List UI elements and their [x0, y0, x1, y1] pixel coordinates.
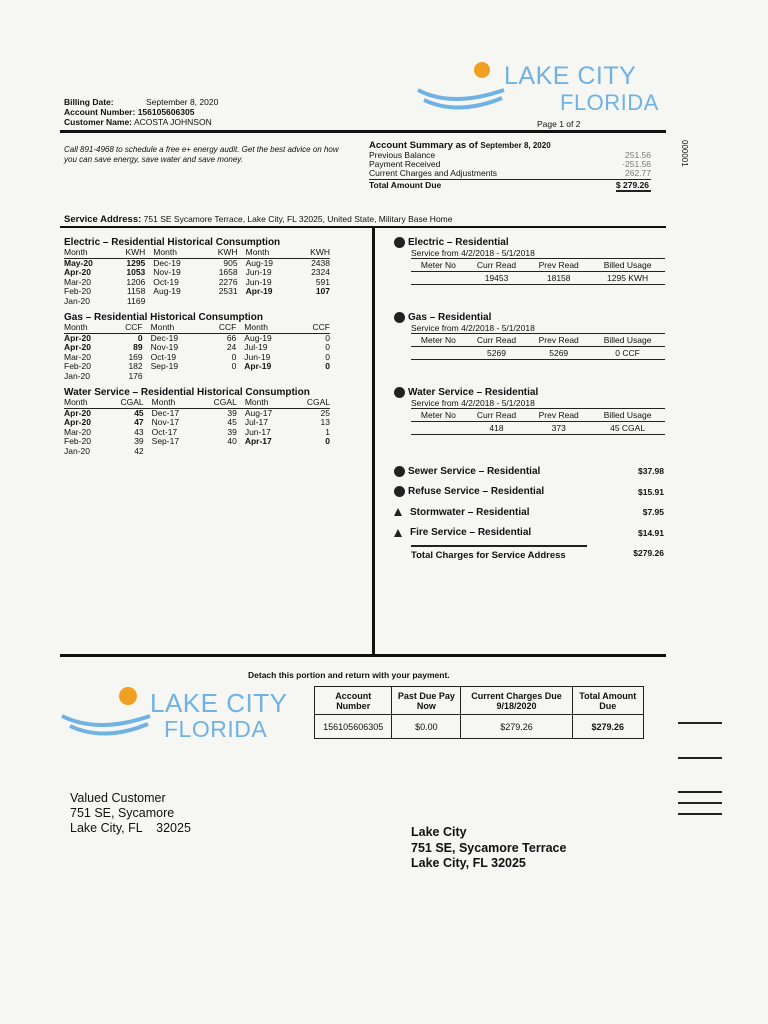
- mail-from-address: [70, 791, 191, 836]
- charge-value: $7.95: [642, 507, 664, 518]
- history-cell: 107: [315, 286, 330, 296]
- electric-history: [64, 237, 334, 306]
- half-circle-icon: [394, 466, 405, 477]
- history-cell: 176: [128, 370, 143, 381]
- page-number: Page 1 of 2: [537, 119, 581, 129]
- mail-to-address: [411, 825, 566, 872]
- electric-history-table: [64, 248, 330, 306]
- to-line2: 751 SE, Sycamore Terrace: [411, 840, 567, 855]
- meter-header: Curr Read: [466, 409, 527, 422]
- history-cell: [299, 372, 330, 382]
- history-cell: Apr-20: [64, 267, 91, 277]
- stub-header: Account Number: [315, 687, 392, 715]
- history-cell: Nov-17: [151, 417, 180, 427]
- water-meter-table: [411, 408, 665, 435]
- total-due-label: Total Amount Due: [369, 180, 442, 190]
- gas-service-title: Gas – Residential: [408, 312, 492, 324]
- history-cell: 0: [325, 436, 330, 446]
- gas-history: [64, 312, 334, 381]
- history-cell: 47: [134, 417, 144, 427]
- barcode-mark: [678, 791, 722, 793]
- meter-header: Billed Usage: [590, 259, 665, 272]
- history-cell: [297, 297, 330, 307]
- history-cell: Jul-19: [244, 342, 268, 352]
- history-cell: 40: [227, 436, 237, 446]
- history-cell: Jun-19: [245, 276, 272, 287]
- total-charges-label: Total Charges for Service Address: [411, 545, 587, 561]
- history-cell: Nov-19: [150, 342, 179, 352]
- summary-row-value: 251.56: [625, 150, 651, 160]
- logo-line2: FLORIDA: [560, 90, 659, 115]
- account-number-label: Account Number:: [64, 107, 136, 117]
- electric-icon: [394, 237, 405, 248]
- history-cell: [144, 447, 200, 457]
- summary-date: September 8, 2020: [480, 141, 551, 150]
- stub-value: $279.26: [461, 715, 572, 739]
- history-cell: [145, 297, 204, 307]
- history-cell: [205, 372, 236, 382]
- history-cell: [200, 447, 237, 457]
- history-header: Month: [64, 248, 112, 258]
- account-summary: [369, 140, 651, 192]
- history-cell: 2531: [218, 286, 238, 296]
- history-cell: [238, 297, 297, 307]
- history-cell: 1295: [126, 257, 146, 268]
- history-cell: Apr-20: [64, 407, 91, 418]
- electric-service-title: Electric – Residential: [408, 237, 509, 249]
- charge-label: Refuse Service – Residential: [408, 486, 545, 498]
- history-header: Month: [237, 398, 293, 408]
- history-row: [64, 447, 330, 457]
- history-cell: 39: [227, 426, 237, 437]
- column-divider: [372, 228, 375, 654]
- water-service: [394, 387, 666, 435]
- meter-cell: [411, 272, 466, 285]
- meter-header: Prev Read: [527, 334, 590, 347]
- summary-row: [369, 169, 651, 178]
- charge-label: Stormwater – Residential: [410, 506, 530, 518]
- history-cell: 2324: [311, 267, 330, 277]
- history-cell: Feb-20: [64, 286, 91, 296]
- history-cell: Jun-17: [244, 426, 271, 437]
- history-cell: Jan-20: [64, 370, 90, 381]
- summary-row-value: 262.77: [625, 168, 651, 178]
- history-cell: Mar-20: [64, 426, 91, 437]
- to-line3: Lake City, FL 32025: [411, 856, 526, 870]
- history-cell: 13: [320, 417, 330, 427]
- electric-service-period: Service from 4/2/2018 - 5/1/2018: [411, 248, 535, 259]
- history-cell: Jun-19: [245, 267, 272, 277]
- meter-cell: 45 CGAL: [590, 422, 665, 435]
- side-code: 000001: [680, 140, 689, 167]
- logo-waves-icon: [412, 62, 512, 112]
- meter-cell: [411, 347, 466, 360]
- charge-value: $37.98: [638, 466, 664, 477]
- stub-divider: [60, 654, 666, 657]
- barcode-mark: [678, 722, 722, 724]
- history-cell: Aug-17: [244, 407, 273, 418]
- history-cell: Dec-17: [151, 407, 180, 418]
- triangle-icon: [394, 529, 402, 537]
- water-service-period: Service from 4/2/2018 - 5/1/2018: [411, 398, 535, 409]
- history-header: KWH: [112, 248, 145, 258]
- gas-icon: [394, 312, 405, 323]
- history-cell: 2276: [218, 276, 238, 287]
- history-header: CCF: [299, 323, 330, 333]
- history-cell: 1053: [126, 267, 146, 277]
- history-row: [64, 372, 330, 382]
- meter-header: Meter No: [411, 259, 466, 272]
- other-charges: [394, 461, 664, 543]
- history-row: [64, 333, 330, 343]
- stub-logo-line2: FLORIDA: [164, 716, 268, 742]
- water-history: [64, 387, 344, 456]
- history-cell: 1158: [127, 286, 146, 296]
- history-cell: Sep-17: [151, 436, 180, 446]
- meter-header: Prev Read: [527, 259, 590, 272]
- triangle-icon: [394, 508, 402, 516]
- history-cell: 25: [320, 407, 330, 418]
- charge-row: [394, 523, 664, 544]
- meter-header: Meter No: [411, 409, 466, 422]
- history-cell: Dec-19: [153, 257, 181, 268]
- history-cell: 89: [133, 342, 143, 352]
- history-cell: 0: [137, 332, 143, 343]
- meter-cell: 373: [527, 422, 590, 435]
- meter-cell: 5269: [466, 347, 527, 360]
- history-cell: Apr-20: [64, 417, 91, 427]
- history-header: CCF: [205, 323, 236, 333]
- history-header: Month: [145, 248, 204, 258]
- history-cell: Oct-19: [150, 351, 177, 362]
- history-cell: 43: [134, 426, 144, 437]
- history-cell: 1206: [126, 276, 146, 287]
- history-cell: 182: [128, 361, 143, 371]
- service-address-label: Service Address:: [64, 214, 142, 225]
- service-address: [64, 214, 452, 225]
- summary-row-label: Previous Balance: [369, 150, 436, 160]
- to-line1: Lake City: [411, 825, 467, 839]
- history-cell: Aug-19: [244, 332, 272, 343]
- history-cell: 0: [325, 361, 330, 371]
- barcode-mark: [678, 813, 722, 815]
- history-row: [64, 362, 330, 372]
- stub-header: Total Amount Due: [572, 687, 643, 715]
- history-header: Month: [238, 248, 297, 258]
- history-cell: Oct-19: [153, 276, 179, 287]
- meter-row: [411, 272, 665, 285]
- history-cell: 1: [325, 426, 330, 437]
- history-cell: [204, 297, 237, 307]
- billing-date: September 8, 2020: [146, 97, 219, 107]
- history-cell: Apr-19: [244, 361, 272, 371]
- history-cell: Jun-19: [244, 351, 271, 362]
- gas-history-table: [64, 323, 330, 381]
- meter-header: Billed Usage: [590, 409, 665, 422]
- history-header: KWH: [204, 248, 237, 258]
- history-cell: 0: [325, 351, 330, 362]
- history-row: [64, 408, 330, 418]
- history-header: CGAL: [107, 398, 144, 408]
- history-header: KWH: [297, 248, 330, 258]
- history-cell: 39: [227, 407, 237, 418]
- history-row: [64, 268, 330, 278]
- gas-history-title: Gas – Residential Historical Consumption: [64, 312, 263, 323]
- history-header: CGAL: [293, 398, 330, 408]
- total-charges: [411, 545, 664, 561]
- history-cell: Oct-17: [151, 426, 178, 437]
- history-cell: 0: [325, 332, 330, 343]
- header-divider: [60, 130, 666, 133]
- history-row: [64, 297, 330, 307]
- advice-text: Call 891-4968 to schedule a free e+ energy audit. Get the best advice on how you can save energy, save water and save money.: [64, 145, 339, 164]
- gas-service-period: Service from 4/2/2018 - 5/1/2018: [411, 323, 535, 334]
- history-cell: Jul-17: [244, 417, 268, 427]
- history-cell: Mar-20: [64, 351, 91, 362]
- meter-cell: 418: [466, 422, 527, 435]
- meter-row: [411, 347, 665, 360]
- history-cell: Apr-20: [64, 332, 91, 343]
- history-row: [64, 428, 330, 438]
- electric-meter-table: [411, 258, 665, 285]
- logo-line1: LAKE CITY: [504, 62, 637, 90]
- history-cell: 24: [226, 342, 237, 352]
- charge-row: [394, 482, 664, 503]
- history-header: Month: [64, 323, 112, 333]
- meter-header: Meter No: [411, 334, 466, 347]
- history-cell: Dec-19: [150, 332, 179, 343]
- history-cell: 1658: [218, 267, 238, 277]
- gas-service: [394, 312, 666, 360]
- meter-cell: 1295 KWH: [590, 272, 665, 285]
- history-cell: 45: [227, 417, 237, 427]
- water-icon: [394, 387, 405, 398]
- history-cell: 169: [128, 351, 143, 362]
- history-row: [64, 258, 330, 268]
- history-header: Month: [143, 323, 206, 333]
- history-cell: 905: [223, 257, 238, 268]
- history-header: Month: [144, 398, 200, 408]
- total-charges-value: $279.26: [633, 548, 664, 558]
- barcode-mark: [678, 802, 722, 804]
- history-header: Month: [64, 398, 107, 408]
- charge-row: [394, 502, 664, 523]
- barcode-mark: [678, 757, 722, 759]
- electric-history-title: Electric – Residential Historical Consumption: [64, 237, 281, 248]
- history-cell: Apr-20: [64, 342, 91, 352]
- total-due-value: $ 279.26: [615, 180, 649, 190]
- history-cell: 42: [134, 445, 144, 456]
- history-row: [64, 343, 330, 353]
- meter-header: Curr Read: [466, 259, 527, 272]
- history-cell: Feb-20: [64, 436, 91, 446]
- history-cell: Mar-20: [64, 276, 91, 287]
- water-history-table: [64, 398, 330, 456]
- account-number: 156105606305: [137, 107, 195, 117]
- history-cell: 66: [226, 332, 237, 343]
- history-cell: 0: [231, 361, 237, 371]
- history-cell: Aug-19: [153, 286, 181, 296]
- history-cell: [236, 372, 299, 382]
- history-cell: Apr-17: [244, 436, 272, 446]
- customer-name-label: Customer Name:: [64, 117, 133, 127]
- history-cell: 0: [325, 342, 330, 352]
- history-cell: Apr-19: [245, 286, 273, 296]
- history-header: CCF: [112, 323, 143, 333]
- detach-text: Detach this portion and return with your payment.: [248, 670, 450, 680]
- charge-row: [394, 461, 664, 482]
- stub-logo-line1: LAKE CITY: [150, 688, 288, 718]
- history-header: CGAL: [200, 398, 237, 408]
- meter-cell: [411, 422, 466, 435]
- history-cell: Jan-20: [64, 295, 90, 306]
- logo-waves-icon: [58, 684, 158, 740]
- history-row: [64, 437, 330, 447]
- summary-row-label: Payment Received: [369, 159, 441, 169]
- water-history-title: Water Service – Residential Historical Consumption: [64, 387, 310, 398]
- summary-row-label: Current Charges and Adjustments: [369, 168, 498, 178]
- history-row: [64, 353, 330, 363]
- from-line2: 751 SE, Sycamore: [70, 806, 175, 820]
- meter-cell: 5269: [527, 347, 590, 360]
- charge-label: Sewer Service – Residential: [408, 465, 541, 477]
- history-cell: Feb-20: [64, 361, 91, 371]
- from-line1: Valued Customer: [70, 791, 166, 805]
- stub-logo: [58, 684, 308, 748]
- history-cell: 2438: [311, 257, 330, 268]
- stub-value: $0.00: [392, 715, 461, 739]
- billing-info: [64, 97, 218, 127]
- history-cell: May-20: [64, 257, 93, 268]
- meter-cell: 18158: [527, 272, 590, 285]
- history-cell: Jan-20: [64, 445, 90, 456]
- history-row: [64, 287, 330, 297]
- charge-label: Fire Service – Residential: [410, 527, 532, 539]
- summary-row-value: -251.56: [622, 159, 651, 169]
- meter-cell: 19453: [466, 272, 527, 285]
- refuse-icon: [394, 486, 405, 497]
- history-cell: Aug-19: [245, 257, 274, 268]
- history-cell: 39: [134, 436, 144, 446]
- billing-date-label: Billing Date:: [64, 97, 114, 107]
- meter-row: [411, 422, 665, 435]
- history-cell: [237, 447, 293, 457]
- history-cell: [293, 447, 330, 457]
- meter-header: Curr Read: [466, 334, 527, 347]
- history-row: [64, 278, 330, 288]
- history-cell: 591: [315, 276, 330, 287]
- history-cell: Sep-19: [150, 361, 179, 371]
- from-line3: Lake City, FL 32025: [70, 821, 191, 835]
- charge-value: $14.91: [638, 527, 664, 538]
- electric-service: [394, 237, 666, 285]
- stub-value: $279.26: [572, 715, 643, 739]
- water-service-title: Water Service – Residential: [408, 387, 539, 399]
- meter-cell: 0 CCF: [590, 347, 665, 360]
- meter-header: Billed Usage: [590, 334, 665, 347]
- stub-value: 156105606305: [315, 715, 392, 739]
- service-address-value: 751 SE Sycamore Terrace, Lake City, FL 32025, United State, Military Base Home: [143, 214, 453, 224]
- customer-name: ACOSTA JOHNSON: [133, 117, 212, 127]
- meter-header: Prev Read: [527, 409, 590, 422]
- address-divider: [60, 226, 666, 228]
- charge-value: $15.91: [638, 486, 664, 497]
- summary-title: Account Summary as of: [369, 140, 478, 151]
- gas-meter-table: [411, 333, 665, 360]
- history-cell: 45: [134, 407, 144, 418]
- top-logo: [412, 56, 672, 120]
- history-header: Month: [236, 323, 299, 333]
- history-cell: 0: [231, 351, 237, 362]
- history-cell: 1169: [127, 295, 146, 306]
- history-cell: Nov-19: [153, 267, 181, 277]
- history-cell: [143, 372, 206, 382]
- history-row: [64, 418, 330, 428]
- stub-header: Current Charges Due 9/18/2020: [461, 687, 572, 715]
- payment-stub-table: [314, 686, 644, 739]
- stub-header: Past Due Pay Now: [392, 687, 461, 715]
